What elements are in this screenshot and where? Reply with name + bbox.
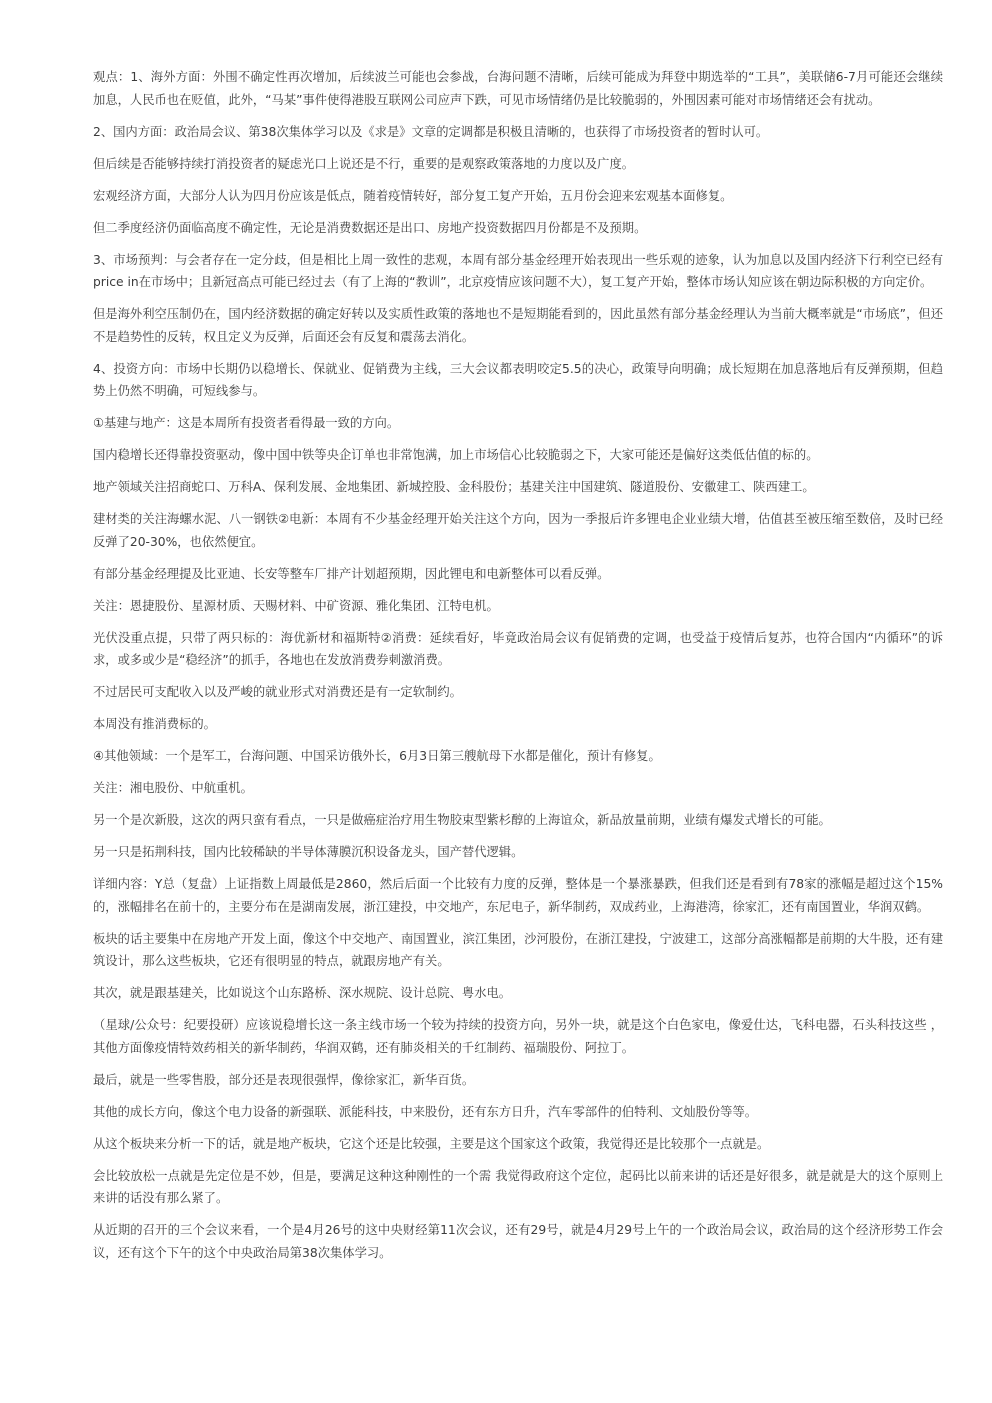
paragraph-new-stocks: 另一个是次新股，这次的两只蛮有看点，一只是做癌症治疗用生物胶束型紫杉醇的上海谊众，新品放量前期，业绩有爆发式增长的可能。	[93, 813, 831, 827]
paragraph-pv-consumption: 光伏没重点提，只带了两只标的：海优新材和福斯特②消费：延续看好，毕竟政治局会议有促销费的定调，也受益于疫情后复苏，也符合国内“内循环”的诉求，或多或少是“稳经济”的抓手，各地也在发放消费券刺激消费。	[93, 630, 943, 667]
paragraph-sector-infra: 其次，就是跟基建关，比如说这个山东路桥、深水规院、设计总院、粤水电。	[93, 986, 512, 1000]
paragraph-building-materials: 建材类的关注海螺水泥、八一钢铁②电新：本周有不少基金经理开始关注这个方向，因为一季报后许多锂电企业业绩大增，估值甚至被压缩至数倍，及时已经反弹了20-30%，也依然便宜。	[93, 512, 943, 549]
paragraph-three-meetings: 从近期的召开的三个会议来看，一个是4月26号的这中央财经第11次会议，还有29号，就是4月29号上午的一个政治局会议，政治局的这个经济形势工作会议，还有这个下午的这个中央政治局第38次集体学习。	[93, 1223, 943, 1260]
paragraph-other-sectors: ④其他领域：一个是军工，台海问题、中国采访俄外长，6月3日第三艘航母下水都是催化，预计有修复。	[93, 749, 661, 763]
paragraph-ev-picks: 关注：恩捷股份、星源材质、天赐材料、中矿资源、雅化集团、江特电机。	[93, 598, 499, 613]
paragraph-policy-followup: 但后续是否能够持续打消投资者的疑虑光口上说还是不行，重要的是观察政策落地的力度以及广度。	[93, 156, 635, 171]
paragraph-macro-economy: 宏观经济方面，大部分人认为四月份应该是低点，随着疫情转好，部分复工复产开始，五月份会迎来宏观基本面修复。	[93, 188, 733, 203]
paragraph-market-forecast: 3、市场预判：与会者存在一定分歧，但是相比上周一致性的悲观，本周有部分基金经理开始表现出一些乐观的迹象，认为加息以及国内经济下行利空已经有price in在市场中；且新冠高点可能已经过去（有了上海的“教训”，北京疫情应该问题不大），复工复产开始，整体市场认知应该在朝边际积极的方向定价。	[93, 252, 943, 289]
paragraph-infra-realestate: ①基建与地产：这是本周所有投资者看得最一致的方向。	[93, 416, 400, 430]
paragraph-retail: 最后，就是一些零售股，部分还是表现很强悍，像徐家汇，新华百货。	[93, 1072, 475, 1087]
paragraph-q2-uncertainty: 但二季度经济仍面临高度不确定性，无论是消费数据还是出口、房地产投资数据四月份都是不及预期。	[93, 220, 647, 235]
paragraph-review-details: 详细内容：Y总（复盘）上证指数上周最低是2860，然后后面一个比较有力度的反弹，整体是一个暴涨暴跌，但我们还是看到有78家的涨幅是超过这个15%的，涨幅排名在前十的，主要分布在是湖南发展，浙江建投，中交地产，东尼电子，新华制药，双成药业，上海港湾，徐家汇，还有南国置业，华润双鹤。	[93, 877, 943, 914]
paragraph-investment-direction: 4、投资方向：市场中长期仍以稳增长、保就业、促销费为主线，三大会议都表明咬定5.5的决心，政策导向明确；成长短期在加息落地后有反弹预期，但趋势上仍然不明确，可短线参与。	[93, 361, 943, 398]
paragraph-growth: 其他的成长方向，像这个电力设备的新强联、派能科技，中来股份，还有东方日升，汽车零部件的伯特利、文灿股份等等。	[93, 1104, 758, 1119]
document-body	[93, 66, 943, 1274]
paragraph-investment-driven: 国内稳增长还得靠投资驱动，像中国中铁等央企订单也非常饱满，加上市场信心比较脆弱之下，大家可能还是偏好这类低估值的标的。	[93, 448, 819, 462]
paragraph-income-constraint: 不过居民可支配收入以及严峻的就业形式对消费还是有一定软制约。	[93, 685, 462, 699]
paragraph-realestate-picks: 地产领域关注招商蛇口、万科A、保利发展、金地集团、新城控股、金科股份；基建关注中国建筑、隧道股份、安徽建工、陕西建工。	[93, 480, 815, 494]
paragraph-no-consumption-picks: 本周没有推消费标的。	[93, 717, 216, 731]
paragraph-sector-realestate: 板块的话主要集中在房地产开发上面，像这个中交地产、南国置业，滨江集团，沙河股份，在浙江建投，宁波建工，这部分高涨幅都是前期的大牛股，还有建筑设计，那么这些板块，它还有很明显的特点，就跟房地产有关。	[93, 931, 943, 968]
paragraph-defense-picks: 关注：湘电股份、中航重机。	[93, 781, 253, 795]
paragraph-overview-overseas: 观点：1、海外方面：外围不确定性再次增加，后续波兰可能也会参战，台海问题不清晰，后续可能成为拜登中期选举的“工具”，美联储6-7月可能还会继续加息，人民币也在贬值，此外，“马某”事件使得港股互联网公司应声下跌，可见市场情绪仍是比较脆弱的，外围因素可能对市场情绪还会有扰动。	[93, 70, 943, 107]
paragraph-domestic: 2、国内方面：政治局会议、第38次集体学习以及《求是》文章的定调都是积极且清晰的，也获得了市场投资者的暂时认可。	[93, 124, 769, 139]
paragraph-ev-makers: 有部分基金经理提及比亚迪、长安等整车厂排产计划超预期，因此锂电和电新整体可以看反弹。	[93, 566, 610, 581]
paragraph-policy-easing: 会比较放松一点就是先定位是不妙，但是，要满足这种这种刚性的一个需 我觉得政府这个定位，起码比以前来讲的话还是好很多，就是就是大的这个原则上来讲的话没有那么紧了。	[93, 1168, 943, 1205]
paragraph-tuojing: 另一只是拓荆科技，国内比较稀缺的半导体薄膜沉积设备龙头，国产替代逻辑。	[93, 845, 524, 859]
paragraph-appliances-pharma: （星球/公众号：纪要投研）应该说稳增长这一条主线市场一个较为持续的投资方向，另外一块，就是这个白色家电，像爱仕达，飞科电器，石头科技这些 ，其他方面像疫情特效药相关的新华制药，华润双鹤，还有肺炎相关的千红制药、福瑞股份、阿拉丁。	[93, 1018, 943, 1055]
paragraph-market-bottom: 但是海外利空压制仍在，国内经济数据的确定好转以及实质性政策的落地也不是短期能看到的，因此虽然有部分基金经理认为当前大概率就是“市场底”，但还不是趋势性的反转，权且定义为反弹，后面还会有反复和震荡去消化。	[93, 307, 943, 344]
paragraph-sector-analysis: 从这个板块来分析一下的话，就是地产板块，它这个还是比较强，主要是这个国家这个政策，我觉得还是比较那个一点就是。	[93, 1136, 770, 1151]
